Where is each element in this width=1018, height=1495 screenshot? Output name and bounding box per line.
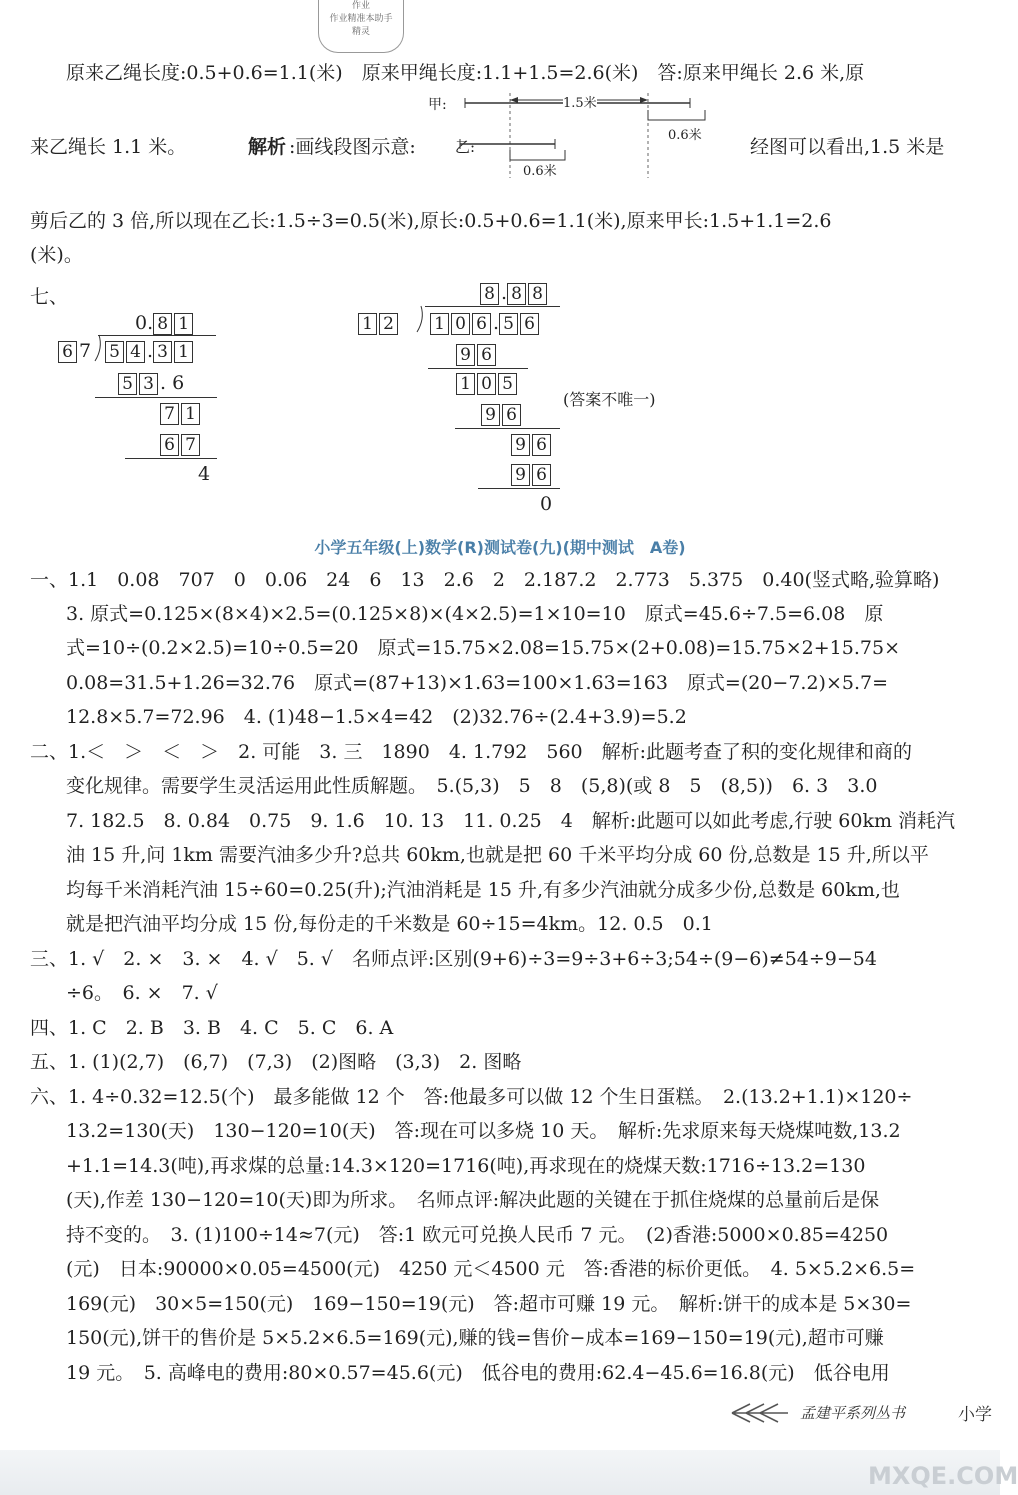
arrows-icon xyxy=(730,1402,790,1424)
answer-line: 19 元。 5. 高峰电的费用:80×0.57=45.6(元) 低谷电的费用:62.4−45.6=16.8(元) 低谷电用 xyxy=(66,1362,890,1384)
right-row1: 9 6 xyxy=(456,343,498,366)
text-line-3: 剪后乙的 3 倍,所以现在乙长:1.5÷3=0.5(米),原长:0.5+0.6=1.1(米),原来甲长:1.5+1.1=2.6 xyxy=(30,210,832,232)
answer-line: ÷6。 6. × 7. √ xyxy=(66,982,218,1004)
right-row5: 9 6 xyxy=(511,463,553,486)
yi-label: 乙: xyxy=(455,138,476,156)
answer-line: 变化规律。需要学生灵活运用此性质解题。 5.(5,3) 5 8 (5,8)(或 8 5 (8,5)) 6. 3 3.0 xyxy=(66,775,878,797)
footer-series: 孟建平系列丛书 xyxy=(800,1404,906,1422)
left-step1: 5 3 . 6 xyxy=(118,372,184,395)
bottom-measure: 0.6米 xyxy=(523,164,557,179)
answer-note: (答案不唯一) xyxy=(563,390,656,409)
answer-line: (天),作差 130−120=10(天)即为所求。 名师点评:解决此题的关键在于抓住烧煤的总量前后是保 xyxy=(66,1189,880,1211)
left-dividend: 5 4 . 3 1 xyxy=(105,340,195,363)
division-bracket xyxy=(93,333,105,363)
text-line-2d: 经图可以看出,1.5 米是 xyxy=(750,136,945,158)
answer-line: 三、1. √ 2. × 3. × 4. √ 5. √ 名师点评:区别(9+6)÷3=9÷3+6÷3;54÷(9−6)≠54÷9−54 xyxy=(30,948,877,970)
answer-line: 一、1.1 0.08 707 0 0.06 24 6 13 2.6 2 2.187.2 2.773 5.375 0.40(竖式略,验算略) xyxy=(30,569,940,591)
stamp xyxy=(318,0,404,53)
left-quotient: 0. 8 1 xyxy=(135,312,195,335)
division-bracket-right xyxy=(415,304,427,334)
answer-line: 7. 182.5 8. 0.84 0.75 9. 1.6̇ 10. 13 11. 0.25 4 解析:此题可以如此考虑,行驶 60km 消耗汽 xyxy=(66,810,956,832)
right-divisor: 1 2 xyxy=(358,312,400,335)
answer-line: 四、1. C 2. B 3. B 4. C 5. C 6. A xyxy=(30,1017,394,1039)
answer-line: +1.1=14.3(吨),再求煤的总量:14.3×120=1716(吨),再求现在的烧煤天数:1716÷13.2=130 xyxy=(66,1155,866,1177)
text-line-2a: 来乙绳长 1.1 米。 xyxy=(30,136,187,158)
jia-label: 甲: xyxy=(428,97,447,113)
answer-line: (元) 日本:90000×0.05=4500(元) 4250 元＜4500 元 答:香港的标价更低。 4. 5×5.2×6.5= xyxy=(66,1258,916,1280)
answer-line: 150(元),饼干的售价是 5×5.2×6.5=169(元),赚的钱=售价−成本=169−150=19(元),超市可赚 xyxy=(66,1327,884,1349)
answer-line: 就是把汽油平均分成 15 份,每份走的千米数是 60÷15=4km。12. 0.5 0.1 xyxy=(66,913,713,935)
left-divisor: 6 7 xyxy=(58,340,91,363)
answer-line: 169(元) 30×5=150(元) 169−150=19(元) 答:超市可赚 19 元。 解析:饼干的成本是 5×30= xyxy=(66,1293,912,1315)
answer-line: 3. 原式=0.125×(8×4)×2.5=(0.125×8)×(4×2.5)=1×10=10 原式=45.6÷7.5=6.08 原 xyxy=(66,603,884,625)
answer-line: 油 15 升,问 1km 需要汽油多少升?总共 60km,也就是把 60 千米平均分成 60 份,总数是 15 升,所以平 xyxy=(66,844,929,866)
right-row3: 9 6 xyxy=(481,403,523,426)
answer-line: 式=10÷(0.2×2.5)=10÷0.5=20 原式=15.75×2.08=15.75×(2+0.08)=15.75×2+15.75× xyxy=(66,637,900,659)
left-remainder: 4 xyxy=(198,463,211,485)
text-line-2c: :画线段图示意: xyxy=(289,136,416,158)
left-step3: 6 7 xyxy=(160,433,202,456)
answer-line: 持不变的。 3. (1)100÷14≈7(元) 答:1 欧元可兑换人民币 7 元。 (2)香港:5000×0.85=4250 xyxy=(66,1224,889,1246)
footer-tail: 小学 xyxy=(958,1405,992,1425)
watermark: MXQE.COM xyxy=(868,1462,1018,1490)
footer-band xyxy=(0,1450,1000,1495)
answer-line: 13.2=130(天) 130−120=10(天) 答:现在可以多烧 10 天。 解析:先求原来每天烧煤吨数,13.2 xyxy=(66,1120,901,1142)
right-measure: 0.6米 xyxy=(668,128,702,143)
answer-line: 六、1. 4÷0.32=12.5(个) 最多能做 12 个 答:他最多可以做 12 个生日蛋糕。 2.(13.2+1.1)×120÷ xyxy=(30,1086,913,1108)
stamp-line2: 作业精准本助手 xyxy=(329,14,393,24)
text-line-4: (米)。 xyxy=(30,244,83,266)
right-dividend: 1 0 6 . 5 6 xyxy=(430,312,541,335)
right-quotient: 8 . 8 8 xyxy=(480,282,549,305)
text-line-1: 原来乙绳长度:0.5+0.6=1.1(米) 原来甲绳长度:1.1+1.5=2.6(米) 答:原来甲绳长 2.6 米,原 xyxy=(66,62,865,84)
top-measure: 1.5米 xyxy=(563,92,597,111)
answer-line: 二、1.＜ ＞ ＜ ＞ 2. 可能 3. 三 1890 4. 1.792 560 解析:此题考查了积的变化规律和商的 xyxy=(30,741,913,763)
answer-line: 0.08=31.5+1.26=32.76 原式=(87+13)×1.63=100×1.63=163 原式=(20−7.2)×5.7= xyxy=(66,672,889,694)
answer-line: 均每千米消耗汽油 15÷60=0.25(升);汽油消耗是 15 升,有多少汽油就分成多少份,总数是 60km,也 xyxy=(66,879,900,901)
answer-line: 12.8×5.7=72.96 4. (1)48−1.5×4=42 (2)32.76÷(2.4+3.9)=5.2 xyxy=(66,706,687,728)
stamp-line3: 精灵 xyxy=(351,27,370,37)
right-row4: 9 6 xyxy=(511,433,553,456)
exam-title: 小学五年级(上)数学(R)测试卷(九)(期中测试 A卷) xyxy=(314,538,686,557)
section-7-label: 七、 xyxy=(30,286,69,308)
stamp-line1: 作业 xyxy=(351,1,370,11)
right-remainder: 0 xyxy=(540,493,553,515)
answer-line: 五、1. (1)(2,7) (6,7) (7,3) (2)图略 (3,3) 2. 图略 xyxy=(30,1051,522,1073)
right-row2: 1 0 5 xyxy=(456,372,519,395)
text-line-2b: 解析 xyxy=(248,136,287,158)
left-step2: 7 1 xyxy=(160,402,202,425)
